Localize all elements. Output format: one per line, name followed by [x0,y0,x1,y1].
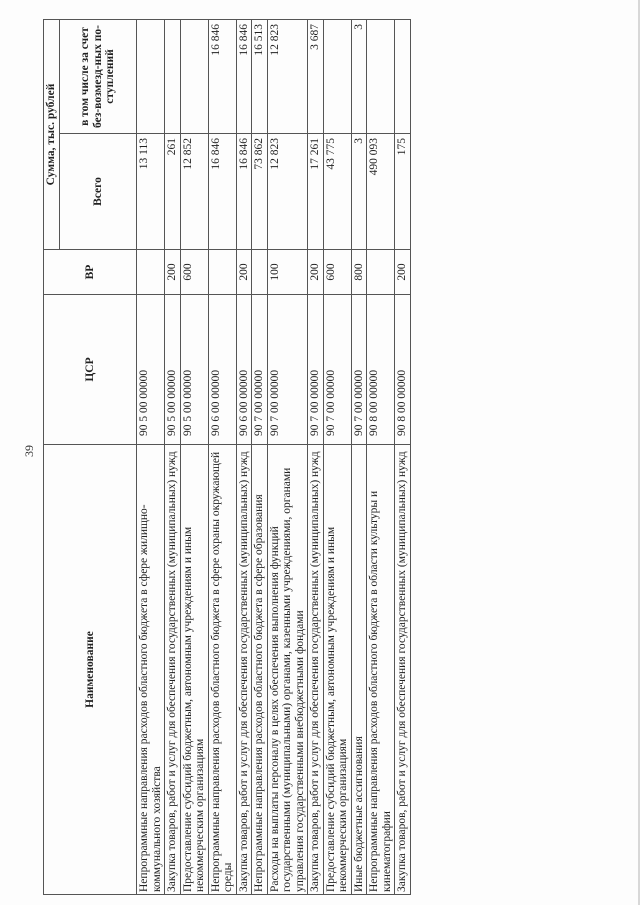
table-row [180,20,208,895]
cell-total: 17 261 [308,134,324,250]
table-row [236,20,252,895]
table-row [351,20,367,895]
cell-csr: 90 7 00 00000 [252,295,268,445]
cell-vr: 200 [165,250,181,295]
cell-name: Закупка товаров, работ и услуг для обеспечения государственных (муниципальных) нужд [308,445,324,895]
cell-csr: 90 6 00 00000 [236,295,252,445]
cell-incl [137,20,165,134]
cell-total: 43 775 [323,134,351,250]
cell-csr: 90 5 00 00000 [165,295,181,445]
cell-name: Предоставление субсидий бюджетным, автономным учреждениям и иным некоммерческим организациям [323,445,351,895]
cell-vr: 200 [395,250,411,295]
cell-csr: 90 7 00 00000 [351,295,367,445]
cell-total: 12 823 [267,134,308,250]
cell-name: Закупка товаров, работ и услуг для обеспечения государственных (муниципальных) нужд [236,445,252,895]
cell-total: 13 113 [137,134,165,250]
cell-total: 490 093 [367,134,395,250]
cell-csr: 90 5 00 00000 [137,295,165,445]
cell-incl [180,20,208,134]
cell-csr: 90 7 00 00000 [323,295,351,445]
cell-incl: 12 823 [267,20,308,134]
cell-incl: 16 513 [252,20,268,134]
cell-vr: 200 [236,250,252,295]
cell-total: 16 846 [236,134,252,250]
cell-incl [367,20,395,134]
cell-vr [367,250,395,295]
cell-csr: 90 8 00 00000 [395,295,411,445]
budget-table [43,19,411,895]
cell-name: Предоставление субсидий бюджетным, автономным учреждениям и иным некоммерческим организациям [180,445,208,895]
table-header-row-1 [44,20,60,895]
cell-name: Непрограммные направления расходов областного бюджета в сфере охраны окружающей среды [208,445,236,895]
cell-csr: 90 8 00 00000 [367,295,395,445]
cell-total: 16 846 [208,134,236,250]
cell-name: Закупка товаров, работ и услуг для обеспечения государственных (муниципальных) нужд [395,445,411,895]
cell-incl [395,20,411,134]
cell-name: Непрограммные направления расходов областного бюджета в области культуры и кинематографии [367,445,395,895]
cell-vr: 600 [180,250,208,295]
header-total: Всего [60,134,137,250]
cell-csr: 90 5 00 00000 [180,295,208,445]
cell-total: 175 [395,134,411,250]
cell-total: 73 862 [252,134,268,250]
cell-vr: 800 [351,250,367,295]
cell-vr [137,250,165,295]
cell-name: Непрограммные направления расходов областного бюджета в сфере образования [252,445,268,895]
cell-csr: 90 7 00 00000 [267,295,308,445]
header-vr: ВР [44,250,137,295]
cell-incl: 16 846 [208,20,236,134]
cell-incl: 3 687 [308,20,324,134]
cell-total: 3 [351,134,367,250]
header-name: Наименование [44,445,137,895]
cell-vr: 100 [267,250,308,295]
table-row [165,20,181,895]
cell-vr: 200 [308,250,324,295]
table-row [267,20,308,895]
cell-name: Закупка товаров, работ и услуг для обеспечения государственных (муниципальных) нужд [165,445,181,895]
table-row [367,20,395,895]
cell-total: 261 [165,134,181,250]
cell-vr [208,250,236,295]
cell-incl: 3 [351,20,367,134]
header-csr: ЦСР [44,295,137,445]
cell-csr: 90 7 00 00000 [308,295,324,445]
header-sum-group: Сумма, тыс. рублей [44,20,60,250]
page-number: 39 [22,445,36,457]
table-row [252,20,268,895]
cell-total: 12 852 [180,134,208,250]
cell-incl: 16 846 [236,20,252,134]
table-row [308,20,324,895]
header-incl: в том числе за счет без-возмезд-ных по-ступлений [60,20,137,134]
cell-csr: 90 6 00 00000 [208,295,236,445]
table-row [323,20,351,895]
cell-name: Непрограммные направления расходов областного бюджета в сфере жилищно-коммунального хозяйства [137,445,165,895]
cell-vr [252,250,268,295]
table-row [208,20,236,895]
table-row [137,20,165,895]
cell-name: Расходы на выплаты персоналу в целях обеспечения выполнения функций государственными (муниципальными) органами, казенными учреждениями, органами управления государственными внебюджетными фондами [267,445,308,895]
cell-incl [323,20,351,134]
table-row [395,20,411,895]
cell-vr: 600 [323,250,351,295]
cell-incl [165,20,181,134]
cell-name: Иные бюджетные ассигнования [351,445,367,895]
